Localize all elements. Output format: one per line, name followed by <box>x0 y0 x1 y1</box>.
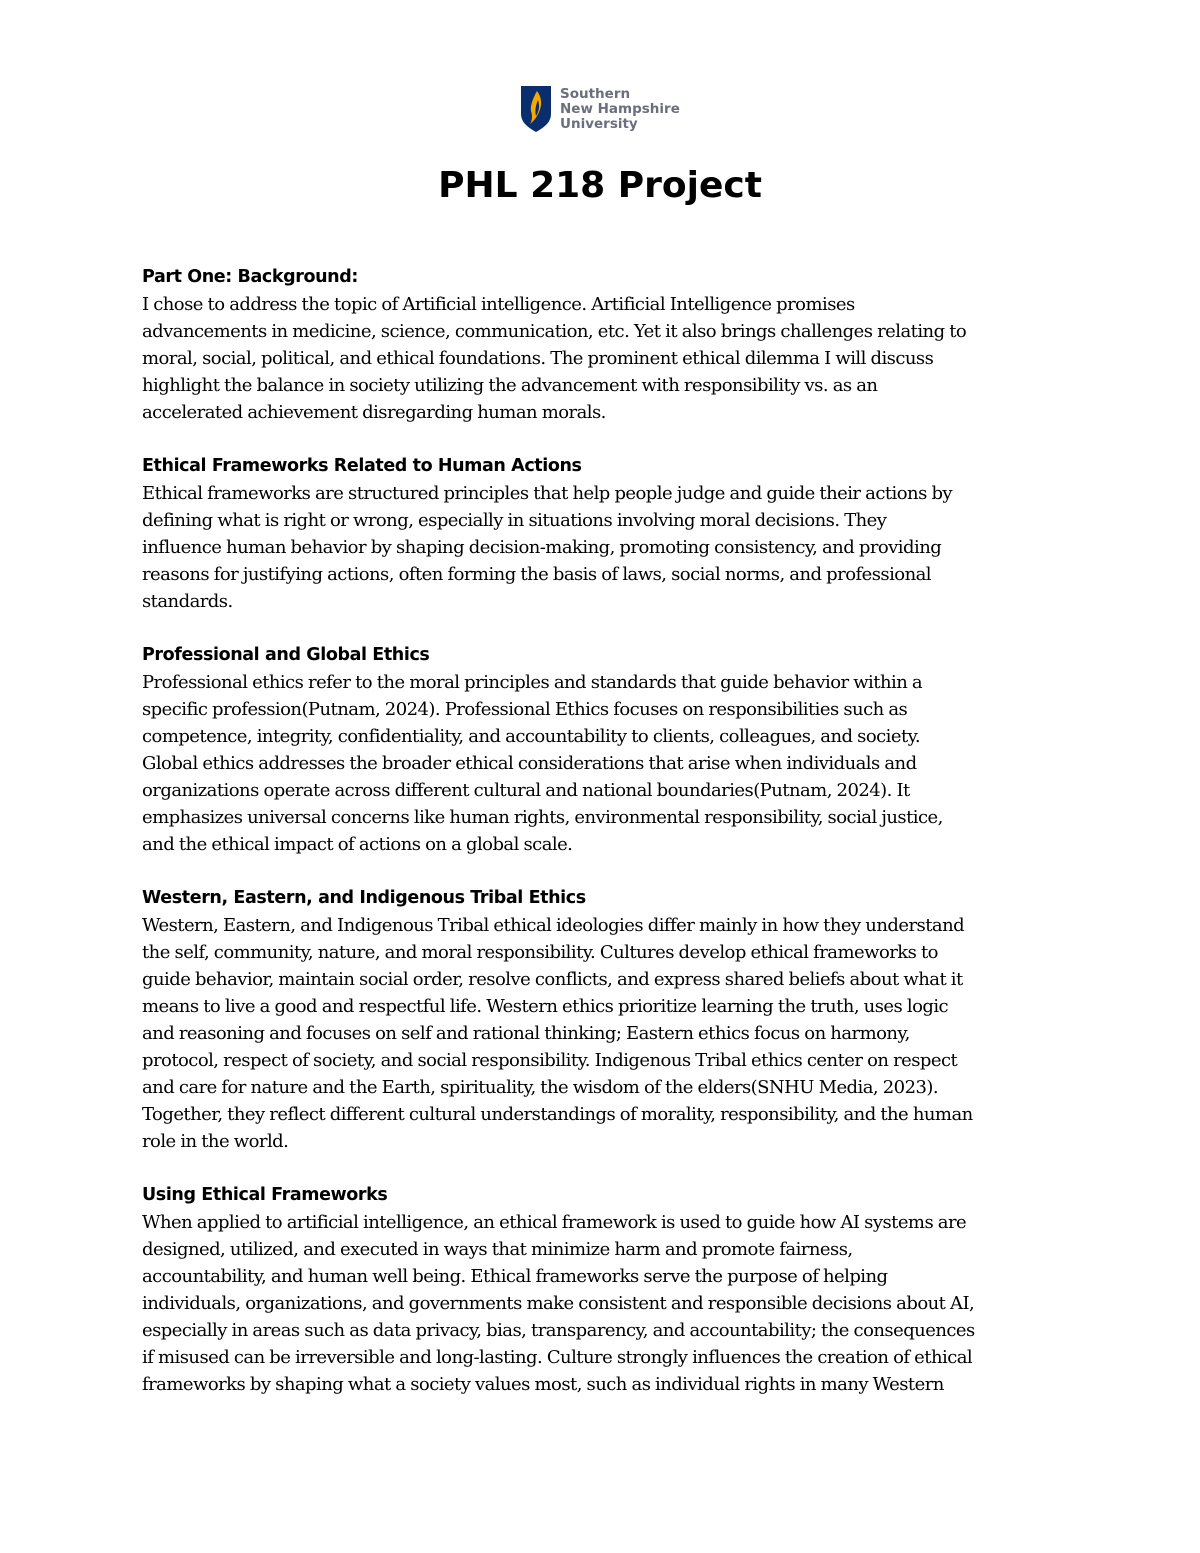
paragraph-line: influence human behavior by shaping decision-making, promoting consistency, and providing <box>142 537 942 558</box>
shield-flame-icon <box>521 86 551 132</box>
paragraph-line: standards. <box>142 591 233 612</box>
paragraph-line: role in the world. <box>142 1131 289 1152</box>
section-heading: Part One: Background: <box>142 267 358 287</box>
paragraph-line: if misused can be irreversible and long-lasting. Culture strongly influences the creation of ethical <box>142 1347 973 1368</box>
section-western-eastern-tribal-ethics <box>142 885 1072 1155</box>
logo-line-2: New Hampshire <box>560 100 680 117</box>
paragraph-line: and the ethical impact of actions on a global scale. <box>142 834 573 855</box>
paragraph-line: specific profession(Putnam, 2024). Professional Ethics focuses on responsibilities such as <box>142 699 908 720</box>
paragraph-line: emphasizes universal concerns like human rights, environmental responsibility, social justice, <box>142 807 943 828</box>
paragraph-line: Professional ethics refer to the moral principles and standards that guide behavior within a <box>142 672 923 693</box>
logo-line-1: Southern <box>560 85 631 102</box>
paragraph-line: reasons for justifying actions, often forming the basis of laws, social norms, and professional <box>142 564 932 585</box>
section-paragraph <box>142 480 1072 615</box>
paragraph-line: and care for nature and the Earth, spirituality, the wisdom of the elders(SNHU Media, 2023). <box>142 1077 939 1098</box>
section-paragraph <box>142 912 1072 1155</box>
section-heading: Using Ethical Frameworks <box>142 1185 388 1205</box>
paragraph-line: the self, community, nature, and moral responsibility. Cultures develop ethical frameworks to <box>142 942 938 963</box>
logo-wordmark <box>560 87 680 132</box>
paragraph-line: Ethical frameworks are structured principles that help people judge and guide their actions by <box>142 483 953 504</box>
document-title: PHL 218 Project <box>438 165 762 206</box>
section-professional-global-ethics <box>142 642 1072 858</box>
paragraph-line: accountability, and human well being. Ethical frameworks serve the purpose of helping <box>142 1266 888 1287</box>
paragraph-line: Together, they reflect different cultural understandings of morality, responsibility, and the human <box>142 1104 973 1125</box>
logo-line-3: University <box>560 115 638 132</box>
university-logo <box>521 84 680 134</box>
paragraph-line: individuals, organizations, and governments make consistent and responsible decisions about AI, <box>142 1293 975 1314</box>
section-paragraph <box>142 1209 1072 1398</box>
paragraph-line: competence, integrity, confidentiality, and accountability to clients, colleagues, and society. <box>142 726 921 747</box>
paragraph-line: designed, utilized, and executed in ways that minimize harm and promote fairness, <box>142 1239 853 1260</box>
section-using-ethical-frameworks <box>142 1182 1072 1398</box>
section-paragraph <box>142 669 1072 858</box>
paragraph-line: advancements in medicine, science, communication, etc. Yet it also brings challenges relating to <box>142 321 967 342</box>
section-background <box>142 264 1072 426</box>
paragraph-line: Western, Eastern, and Indigenous Tribal ethical ideologies differ mainly in how they understand <box>142 915 965 936</box>
paragraph-line: accelerated achievement disregarding human morals. <box>142 402 606 423</box>
section-paragraph <box>142 291 1072 426</box>
section-ethical-frameworks <box>142 453 1072 615</box>
document-body <box>142 264 1072 1425</box>
paragraph-line: protocol, respect of society, and social responsibility. Indigenous Tribal ethics center on respect <box>142 1050 958 1071</box>
paragraph-line: moral, social, political, and ethical foundations. The prominent ethical dilemma I will discuss <box>142 348 934 369</box>
section-heading: Western, Eastern, and Indigenous Tribal Ethics <box>142 888 586 908</box>
paragraph-line: especially in areas such as data privacy, bias, transparency, and accountability; the consequences <box>142 1320 975 1341</box>
paragraph-line: defining what is right or wrong, especially in situations involving moral decisions. They <box>142 510 887 531</box>
paragraph-line: organizations operate across different cultural and national boundaries(Putnam, 2024). It <box>142 780 910 801</box>
paragraph-line: means to live a good and respectful life. Western ethics prioritize learning the truth, uses logic <box>142 996 949 1017</box>
paragraph-line: highlight the balance in society utilizing the advancement with responsibility vs. as an <box>142 375 878 396</box>
paragraph-line: guide behavior, maintain social order, resolve conflicts, and express shared beliefs about what it <box>142 969 963 990</box>
paragraph-line: and reasoning and focuses on self and rational thinking; Eastern ethics focus on harmony, <box>142 1023 910 1044</box>
paragraph-line: Global ethics addresses the broader ethical considerations that arise when individuals and <box>142 753 917 774</box>
paragraph-line: I chose to address the topic of Artificial intelligence. Artificial Intelligence promises <box>142 294 855 315</box>
section-heading: Ethical Frameworks Related to Human Actions <box>142 456 582 476</box>
paragraph-line: frameworks by shaping what a society values most, such as individual rights in many Western <box>142 1374 944 1395</box>
paragraph-line: When applied to artificial intelligence, an ethical framework is used to guide how AI systems are <box>142 1212 967 1233</box>
section-heading: Professional and Global Ethics <box>142 645 430 665</box>
